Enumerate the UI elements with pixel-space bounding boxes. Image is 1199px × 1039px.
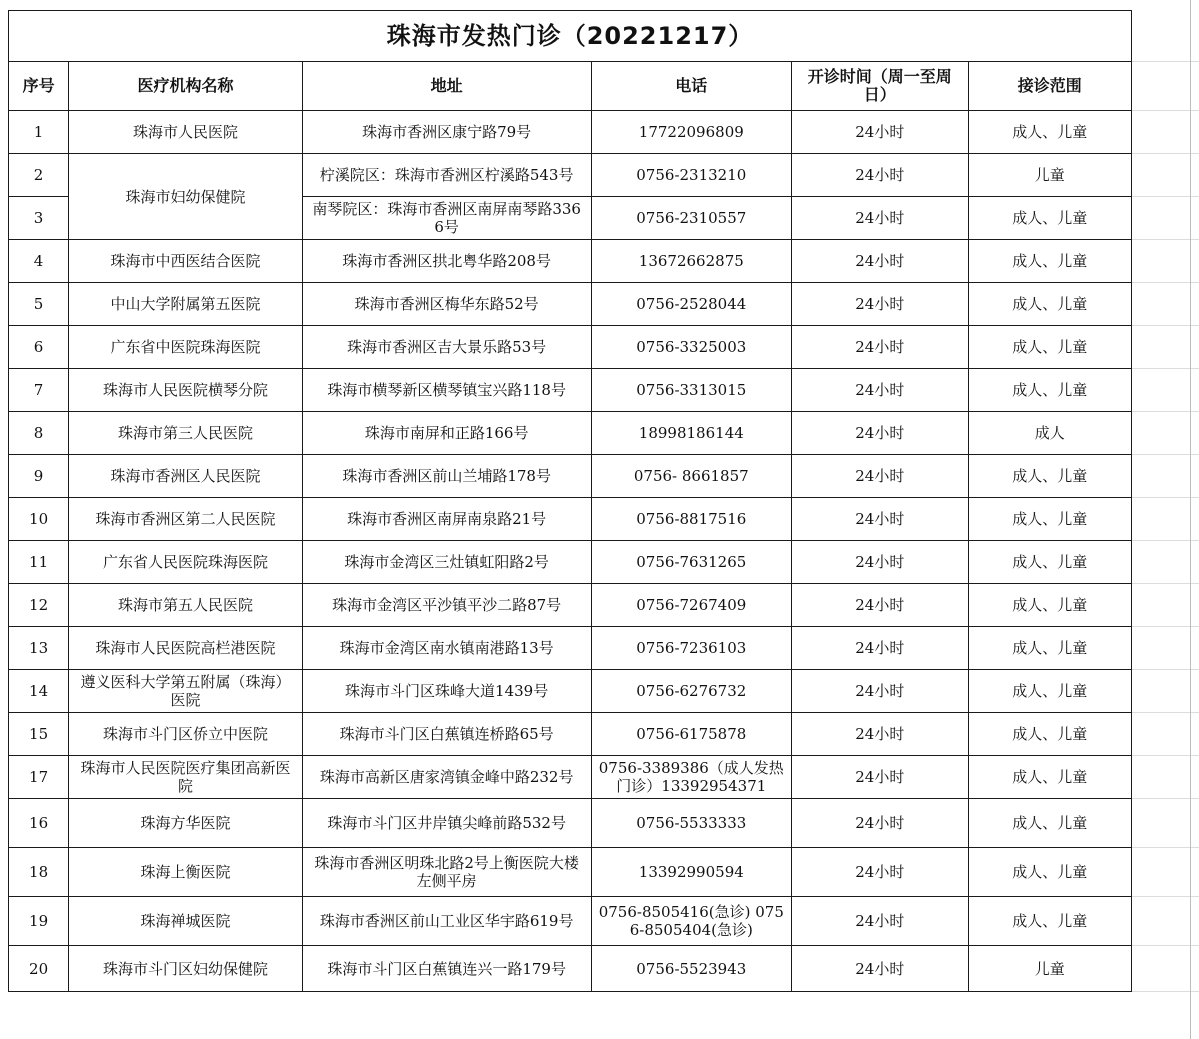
- grid-line: [1132, 61, 1199, 62]
- cell-address: 珠海市香洲区拱北粤华路208号: [302, 240, 591, 283]
- cell-phone: 0756-5523943: [591, 946, 792, 992]
- cell-hours: 24小时: [792, 283, 968, 326]
- cell-phone: 0756-2528044: [591, 283, 792, 326]
- table-row: [9, 670, 1132, 713]
- cell-scope: 成人、儿童: [968, 584, 1131, 627]
- cell-scope: 成人、儿童: [968, 240, 1131, 283]
- table-row: [9, 848, 1132, 897]
- cell-scope: 成人、儿童: [968, 848, 1131, 897]
- cell-name: 珠海方华医院: [69, 799, 303, 848]
- cell-scope: 成人、儿童: [968, 455, 1131, 498]
- cell-hours: 24小时: [792, 848, 968, 897]
- table-row: [9, 111, 1132, 154]
- cell-no: 6: [9, 326, 69, 369]
- grid-line: [1132, 110, 1199, 111]
- cell-hours: 24小时: [792, 584, 968, 627]
- cell-address: 珠海市香洲区南屏南泉路21号: [302, 498, 591, 541]
- cell-hours: 24小时: [792, 369, 968, 412]
- cell-scope: 成人、儿童: [968, 111, 1131, 154]
- cell-no: 1: [9, 111, 69, 154]
- cell-name: 珠海市人民医院医疗集团高新医院: [69, 756, 303, 799]
- cell-phone: 0756-2310557: [591, 197, 792, 240]
- cell-phone: 17722096809: [591, 111, 792, 154]
- cell-name: 广东省中医院珠海医院: [69, 326, 303, 369]
- cell-scope: 成人、儿童: [968, 369, 1131, 412]
- cell-name: 珠海上衡医院: [69, 848, 303, 897]
- cell-no: 10: [9, 498, 69, 541]
- header-name: 医疗机构名称: [69, 62, 303, 111]
- table-row: [9, 799, 1132, 848]
- table-row: [9, 240, 1132, 283]
- cell-scope: 成人、儿童: [968, 326, 1131, 369]
- cell-address: 珠海市香洲区梅华东路52号: [302, 283, 591, 326]
- cell-no: 4: [9, 240, 69, 283]
- grid-line: [1132, 497, 1199, 498]
- cell-no: 18: [9, 848, 69, 897]
- cell-no: 3: [9, 197, 69, 240]
- cell-address: 珠海市南屏和正路166号: [302, 412, 591, 455]
- table-row: [9, 627, 1132, 670]
- grid-line: [1132, 153, 1199, 154]
- cell-name: 遵义医科大学第五附属（珠海）医院: [69, 670, 303, 713]
- cell-phone: 13392990594: [591, 848, 792, 897]
- cell-address: 珠海市斗门区井岸镇尖峰前路532号: [302, 799, 591, 848]
- cell-address: 珠海市香洲区康宁路79号: [302, 111, 591, 154]
- cell-hours: 24小时: [792, 713, 968, 756]
- table-row: [9, 326, 1132, 369]
- cell-scope: 儿童: [968, 946, 1131, 992]
- cell-name: 珠海市第三人民医院: [69, 412, 303, 455]
- cell-hours: 24小时: [792, 946, 968, 992]
- cell-no: 13: [9, 627, 69, 670]
- header-row: [9, 62, 1132, 111]
- table-row: [9, 897, 1132, 946]
- table-row: [9, 412, 1132, 455]
- cell-address: 珠海市斗门区白蕉镇连桥路65号: [302, 713, 591, 756]
- grid-line: [1132, 282, 1199, 283]
- cell-phone: 0756-3389386（成人发热门诊）13392954371: [591, 756, 792, 799]
- sheet-right-edge: [1190, 0, 1191, 1039]
- table-row: [9, 541, 1132, 584]
- grid-line: [1132, 626, 1199, 627]
- cell-scope: 成人、儿童: [968, 498, 1131, 541]
- cell-address: 珠海市金湾区平沙镇平沙二路87号: [302, 584, 591, 627]
- cell-phone: 0756-7236103: [591, 627, 792, 670]
- cell-no: 11: [9, 541, 69, 584]
- table-row: [9, 498, 1132, 541]
- cell-name: 珠海市人民医院横琴分院: [69, 369, 303, 412]
- cell-scope: 成人、儿童: [968, 283, 1131, 326]
- table-row: [9, 713, 1132, 756]
- grid-line: [1132, 583, 1199, 584]
- cell-phone: 0756-6175878: [591, 713, 792, 756]
- grid-line: [1132, 991, 1199, 992]
- cell-address: 珠海市金湾区南水镇南港路13号: [302, 627, 591, 670]
- cell-phone: 0756-7267409: [591, 584, 792, 627]
- cell-address: 珠海市香洲区前山工业区华宇路619号: [302, 897, 591, 946]
- table-row: [9, 455, 1132, 498]
- cell-no: 9: [9, 455, 69, 498]
- cell-hours: 24小时: [792, 412, 968, 455]
- cell-name: 珠海禅城医院: [69, 897, 303, 946]
- cell-hours: 24小时: [792, 154, 968, 197]
- grid-line: [1132, 454, 1199, 455]
- table-row: [9, 283, 1132, 326]
- table-row: [9, 154, 1132, 197]
- cell-hours: 24小时: [792, 326, 968, 369]
- cell-address: 珠海市香洲区吉大景乐路53号: [302, 326, 591, 369]
- cell-phone: 13672662875: [591, 240, 792, 283]
- cell-name-merged: 珠海市妇幼保健院: [69, 154, 303, 240]
- cell-name: 中山大学附属第五医院: [69, 283, 303, 326]
- cell-address: 珠海市斗门区白蕉镇连兴一路179号: [302, 946, 591, 992]
- grid-line: [1132, 755, 1199, 756]
- fever-clinic-table: [8, 10, 1132, 992]
- cell-no: 12: [9, 584, 69, 627]
- cell-scope: 成人、儿童: [968, 541, 1131, 584]
- cell-name: 珠海市斗门区妇幼保健院: [69, 946, 303, 992]
- cell-name: 广东省人民医院珠海医院: [69, 541, 303, 584]
- cell-phone: 0756-5533333: [591, 799, 792, 848]
- cell-scope: 儿童: [968, 154, 1131, 197]
- cell-scope: 成人、儿童: [968, 897, 1131, 946]
- cell-name: 珠海市香洲区第二人民医院: [69, 498, 303, 541]
- cell-no: 7: [9, 369, 69, 412]
- grid-line: [1132, 798, 1199, 799]
- cell-hours: 24小时: [792, 670, 968, 713]
- cell-phone: 18998186144: [591, 412, 792, 455]
- cell-hours: 24小时: [792, 897, 968, 946]
- grid-line: [1132, 712, 1199, 713]
- table-row: [9, 369, 1132, 412]
- cell-address: 柠溪院区：珠海市香洲区柠溪路543号: [302, 154, 591, 197]
- cell-hours: 24小时: [792, 197, 968, 240]
- grid-line: [1132, 945, 1199, 946]
- header-address: 地址: [302, 62, 591, 111]
- grid-line: [1132, 896, 1199, 897]
- cell-name: 珠海市中西医结合医院: [69, 240, 303, 283]
- cell-address: 珠海市金湾区三灶镇虹阳路2号: [302, 541, 591, 584]
- cell-name: 珠海市香洲区人民医院: [69, 455, 303, 498]
- cell-scope: 成人、儿童: [968, 670, 1131, 713]
- cell-scope: 成人: [968, 412, 1131, 455]
- cell-no: 2: [9, 154, 69, 197]
- cell-phone: 0756-6276732: [591, 670, 792, 713]
- cell-no: 5: [9, 283, 69, 326]
- cell-address: 珠海市香洲区前山兰埔路178号: [302, 455, 591, 498]
- grid-line: [1132, 411, 1199, 412]
- cell-hours: 24小时: [792, 498, 968, 541]
- grid-line: [1132, 847, 1199, 848]
- cell-no: 19: [9, 897, 69, 946]
- table-row: [9, 946, 1132, 992]
- table-row: [9, 756, 1132, 799]
- grid-line: [1132, 239, 1199, 240]
- cell-no: 14: [9, 670, 69, 713]
- cell-hours: 24小时: [792, 240, 968, 283]
- cell-phone: 0756-7631265: [591, 541, 792, 584]
- grid-line: [1132, 196, 1199, 197]
- table-row: [9, 584, 1132, 627]
- cell-hours: 24小时: [792, 627, 968, 670]
- cell-name: 珠海市斗门区侨立中医院: [69, 713, 303, 756]
- cell-scope: 成人、儿童: [968, 197, 1131, 240]
- cell-no: 17: [9, 756, 69, 799]
- cell-scope: 成人、儿童: [968, 713, 1131, 756]
- cell-phone: 0756-3313015: [591, 369, 792, 412]
- sheet-title: 珠海市发热门诊（20221217）: [9, 11, 1132, 62]
- header-scope: 接诊范围: [968, 62, 1131, 111]
- cell-hours: 24小时: [792, 799, 968, 848]
- cell-name: 珠海市第五人民医院: [69, 584, 303, 627]
- cell-address: 珠海市香洲区明珠北路2号上衡医院大楼左侧平房: [302, 848, 591, 897]
- cell-address: 南琴院区：珠海市香洲区南屏南琴路3366号: [302, 197, 591, 240]
- cell-name: 珠海市人民医院高栏港医院: [69, 627, 303, 670]
- cell-hours: 24小时: [792, 111, 968, 154]
- header-hours: 开诊时间（周一至周日）: [792, 62, 968, 111]
- grid-line: [1132, 669, 1199, 670]
- header-phone: 电话: [591, 62, 792, 111]
- grid-line: [1132, 540, 1199, 541]
- cell-phone: 0756- 8661857: [591, 455, 792, 498]
- header-no: 序号: [9, 62, 69, 111]
- cell-no: 20: [9, 946, 69, 992]
- cell-scope: 成人、儿童: [968, 799, 1131, 848]
- cell-address: 珠海市斗门区珠峰大道1439号: [302, 670, 591, 713]
- cell-phone: 0756-8505416(急诊) 0756-8505404(急诊): [591, 897, 792, 946]
- cell-no: 15: [9, 713, 69, 756]
- cell-scope: 成人、儿童: [968, 627, 1131, 670]
- cell-no: 16: [9, 799, 69, 848]
- grid-line: [1132, 368, 1199, 369]
- cell-no: 8: [9, 412, 69, 455]
- cell-phone: 0756-8817516: [591, 498, 792, 541]
- cell-hours: 24小时: [792, 541, 968, 584]
- cell-name: 珠海市人民医院: [69, 111, 303, 154]
- grid-line: [1132, 325, 1199, 326]
- cell-hours: 24小时: [792, 756, 968, 799]
- cell-address: 珠海市高新区唐家湾镇金峰中路232号: [302, 756, 591, 799]
- cell-scope: 成人、儿童: [968, 756, 1131, 799]
- cell-hours: 24小时: [792, 455, 968, 498]
- spreadsheet-background-grid: [1132, 10, 1199, 1039]
- cell-phone: 0756-3325003: [591, 326, 792, 369]
- cell-phone: 0756-2313210: [591, 154, 792, 197]
- cell-address: 珠海市横琴新区横琴镇宝兴路118号: [302, 369, 591, 412]
- fever-clinic-sheet: [8, 10, 1132, 992]
